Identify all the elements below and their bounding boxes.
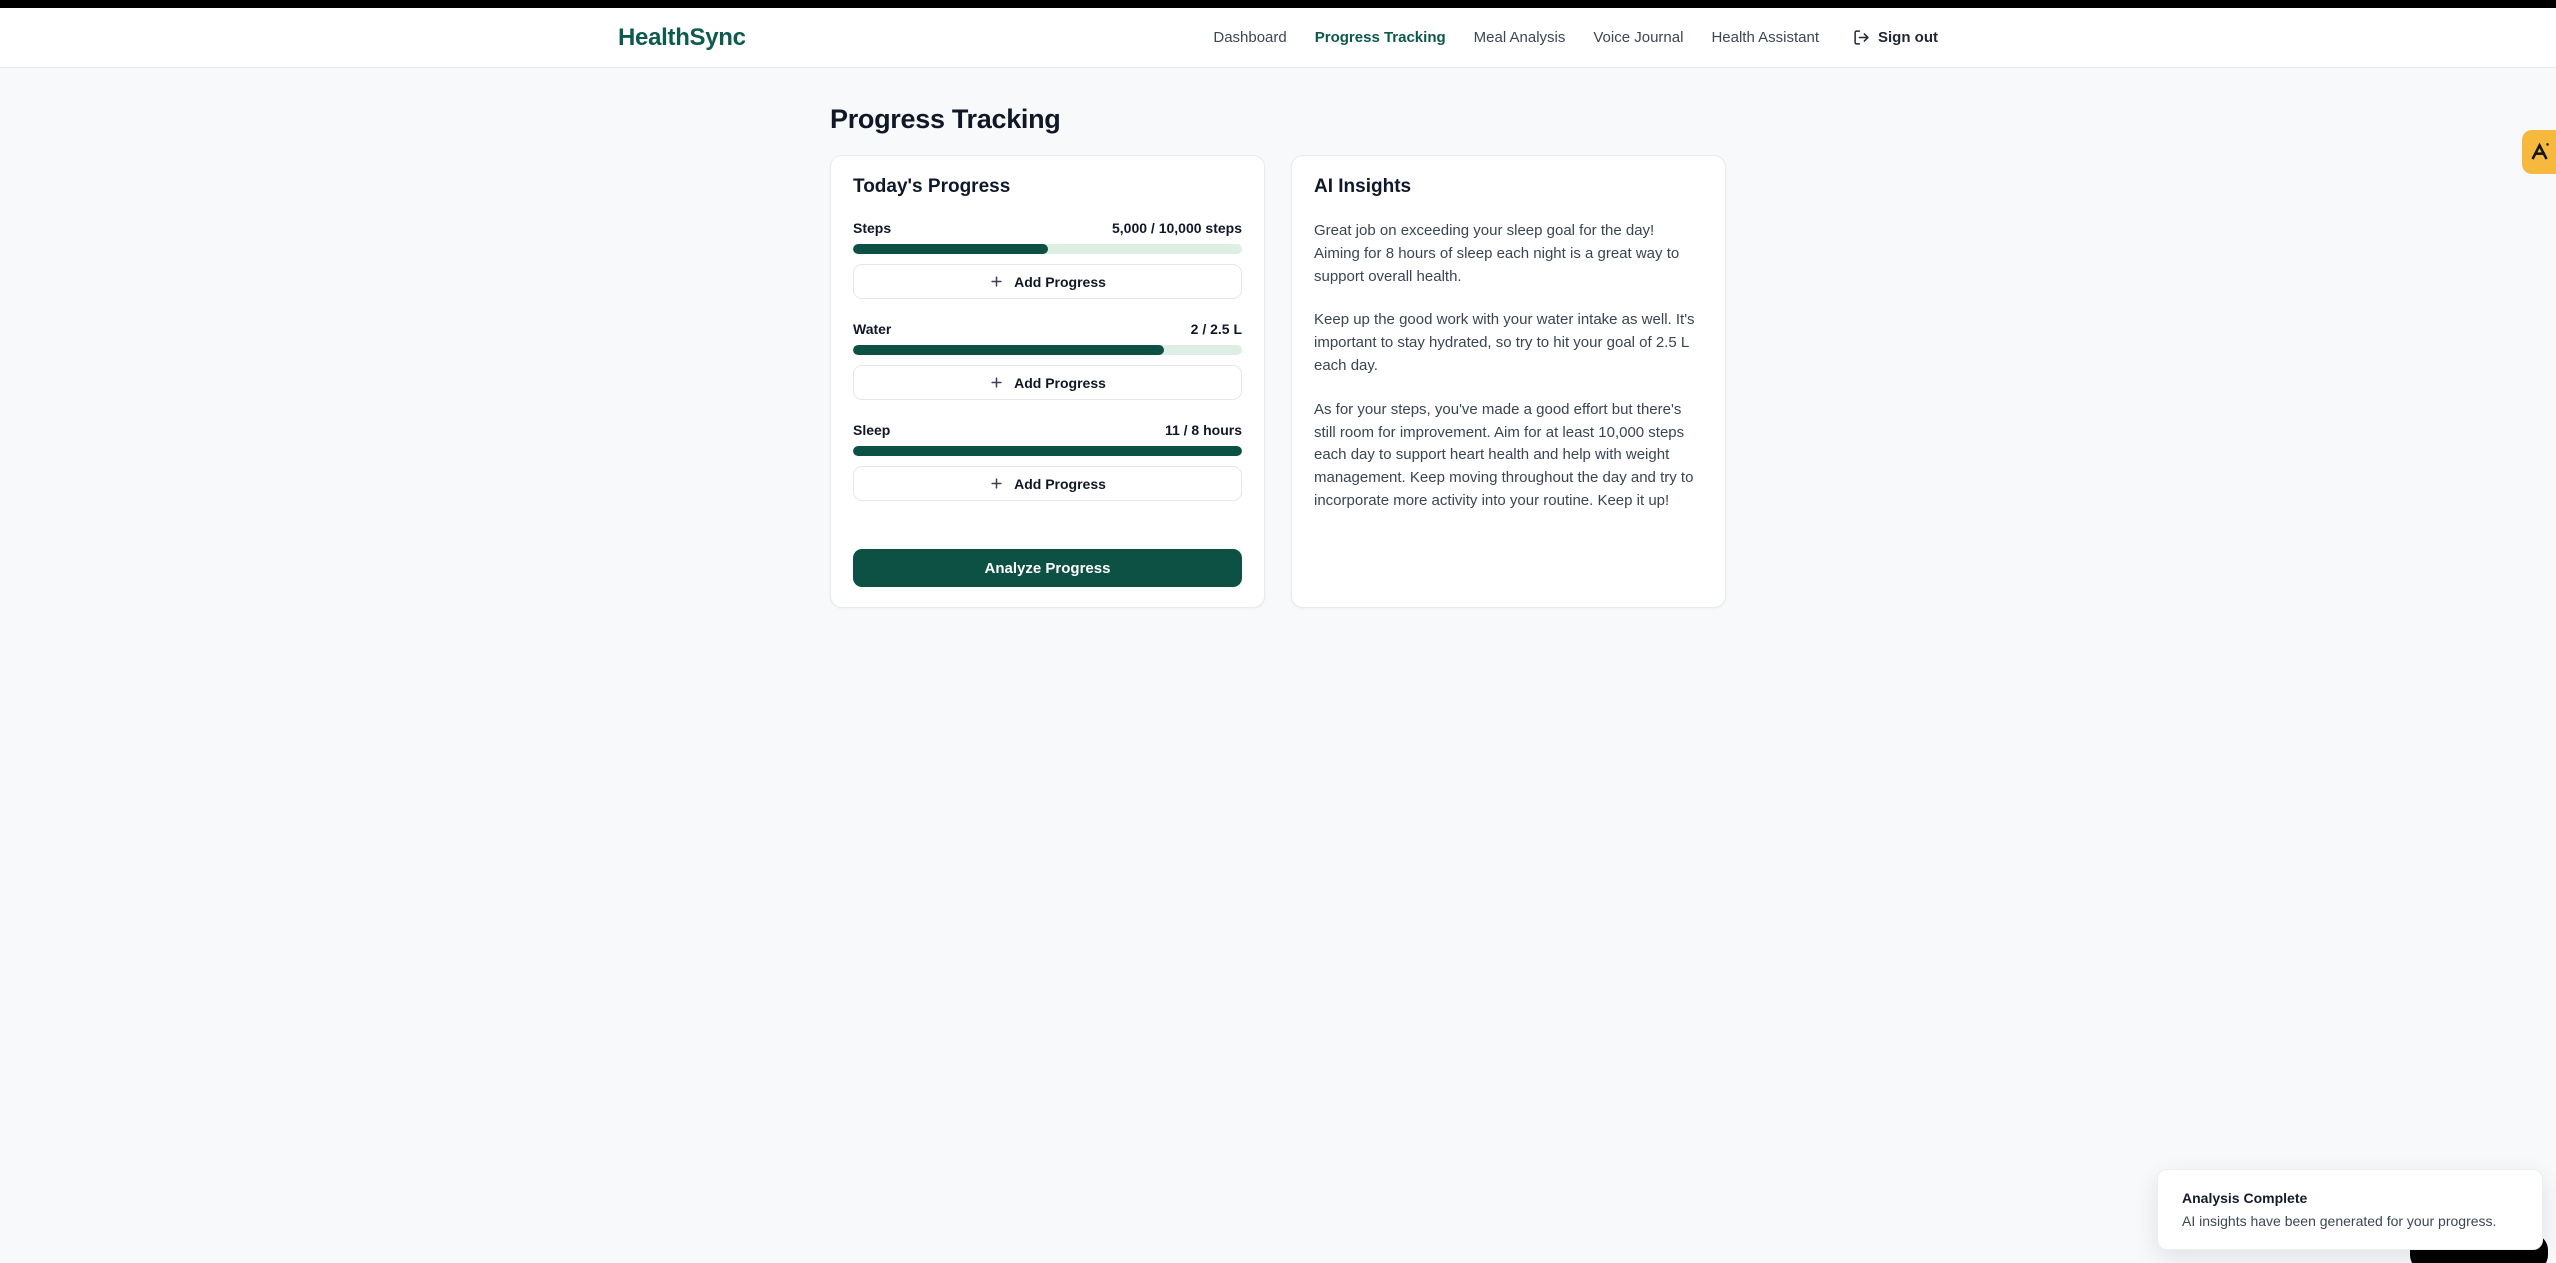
sleep-add-progress-label: Add Progress (1014, 475, 1106, 492)
ai-insight-paragraph-steps: As for your steps, you've made a good effort but there's still room for improvement. Aim for at least 10,000 steps each day to support heart health and help with weight management. Keep moving throughout the day and try to incorporate more activity into your routine. Keep it up! (1314, 400, 1694, 509)
assistant-widget-button[interactable] (2522, 130, 2556, 174)
water-progress-fill (853, 345, 1164, 355)
ai-insight-paragraph-sleep: Great job on exceeding your sleep goal for the day! Aiming for 8 hours of sleep each night is a great way to support overall health. (1314, 222, 1680, 285)
steps-progress-bar (853, 244, 1242, 254)
nav-item-dashboard[interactable]: Dashboard (1213, 29, 1287, 46)
steps-label: Steps (853, 220, 892, 236)
sleep-progress-bar (853, 446, 1242, 456)
nav-item-meal-analysis[interactable]: Meal Analysis (1473, 29, 1566, 46)
ai-insights-title: AI Insights (1314, 176, 1412, 197)
sleep-progress-fill (853, 446, 1242, 456)
brand-logo[interactable]: HealthSync (618, 23, 746, 51)
logout-icon (1853, 29, 1870, 46)
steps-progress-fill (853, 244, 1048, 254)
sleep-add-progress-button[interactable] (853, 466, 1242, 501)
todays-progress-title: Today's Progress (853, 176, 1011, 197)
metric-sleep (853, 422, 1242, 501)
sleep-value: 11 / 8 hours (1164, 422, 1242, 438)
plus-icon (989, 375, 1004, 390)
steps-add-progress-button[interactable] (853, 264, 1242, 299)
main-nav (1213, 29, 1938, 46)
water-value: 2 / 2.5 L (1190, 321, 1242, 337)
window-top-strip (0, 0, 2556, 8)
steps-add-progress-label: Add Progress (1014, 273, 1106, 290)
toast-notification[interactable] (2157, 1169, 2543, 1250)
metric-steps (853, 220, 1242, 299)
toast-title: Analysis Complete (2182, 1190, 2308, 1206)
nav-item-health-assistant[interactable]: Health Assistant (1711, 29, 1819, 46)
toast-message: AI insights have been generated for your progress. (2182, 1213, 2497, 1229)
sign-out-button[interactable] (1853, 29, 1938, 46)
app-header (0, 8, 2556, 68)
assistant-a-icon (2529, 141, 2551, 163)
todays-progress-card (830, 155, 1265, 608)
plus-icon (989, 476, 1004, 491)
sleep-label: Sleep (853, 422, 891, 438)
water-add-progress-button[interactable] (853, 365, 1242, 400)
main-content (830, 68, 1726, 608)
water-label: Water (853, 321, 892, 337)
nav-item-progress-tracking[interactable]: Progress Tracking (1314, 29, 1446, 46)
water-add-progress-label: Add Progress (1014, 374, 1106, 391)
steps-value: 5,000 / 10,000 steps (1112, 220, 1242, 236)
ai-insight-paragraph-water: Keep up the good work with your water intake as well. It's important to stay hydrated, so try to hit your goal of 2.5 L each day. (1314, 311, 1695, 374)
page-title: Progress Tracking (830, 104, 1061, 134)
ai-insights-card (1291, 155, 1726, 608)
plus-icon (989, 274, 1004, 289)
water-progress-bar (853, 345, 1242, 355)
nav-item-voice-journal[interactable]: Voice Journal (1593, 29, 1684, 46)
analyze-progress-button[interactable]: Analyze Progress (853, 549, 1242, 587)
metric-water (853, 321, 1242, 400)
sign-out-label: Sign out (1878, 29, 1938, 46)
